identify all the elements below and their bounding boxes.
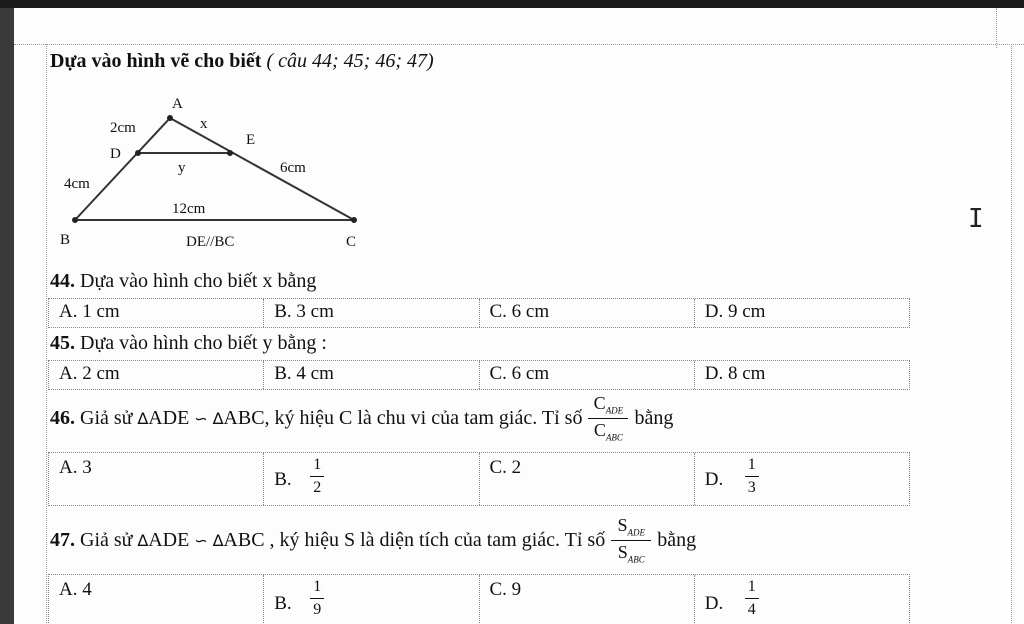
label-ad: 2cm	[110, 120, 136, 136]
q47-option-c[interactable]	[480, 575, 695, 624]
q45-option-d-text: D. 8 cm	[704, 363, 766, 384]
q47-option-b-num: 1	[313, 578, 322, 595]
triangle-symbol-icon: ∆	[137, 530, 149, 550]
heading-italic: ( câu 44; 45; 46; 47)	[266, 50, 434, 72]
q44-text: Dựa vào hình cho biết x bằng	[80, 270, 317, 292]
label-a: A	[172, 96, 183, 112]
q46-option-d-den: 3	[747, 479, 756, 496]
q46-option-b-den: 2	[313, 479, 322, 496]
q45-option-c[interactable]	[480, 361, 695, 389]
q47-option-d[interactable]	[695, 575, 909, 624]
q46-text-after: , ký hiệu C là chu vi của tam giác. Tỉ số	[264, 406, 583, 429]
q46-tri2: ABC	[223, 406, 265, 429]
point-b	[72, 217, 78, 223]
q44-option-b-text: B. 3 cm	[274, 301, 334, 322]
document-page[interactable]	[14, 8, 1024, 624]
label-bc: 12cm	[172, 201, 206, 217]
q47-option-d-num: 1	[747, 578, 756, 595]
q44-option-d[interactable]	[695, 299, 909, 327]
q47-option-a[interactable]	[49, 575, 264, 624]
q46-option-d-fraction	[745, 457, 759, 496]
heading	[50, 50, 434, 73]
q45-option-b-text: B. 4 cm	[274, 363, 334, 384]
q44-number: 44.	[50, 270, 75, 292]
q45-number: 45.	[50, 332, 75, 354]
q46-option-b-num: 1	[313, 456, 322, 473]
q47-ratio-den-sub: ABC	[627, 554, 645, 565]
q47-end: bằng	[657, 528, 697, 551]
right-margin-guide	[996, 8, 997, 48]
q46-option-c-text: C. 2	[489, 457, 522, 478]
q47-tri1: ADE	[148, 528, 190, 551]
q47-ratio-den: S	[617, 541, 628, 562]
point-e	[227, 150, 233, 156]
q44-option-a[interactable]	[49, 299, 264, 327]
q47-option-d-fraction	[745, 579, 759, 618]
triangle-figure	[54, 86, 394, 256]
q46-option-c[interactable]	[480, 453, 695, 505]
q45-option-b[interactable]	[264, 361, 479, 389]
q44-options	[48, 298, 910, 328]
q46-option-a[interactable]	[49, 453, 264, 505]
q47-ratio	[611, 516, 651, 564]
label-note: DE//BC	[186, 234, 235, 250]
label-ec: 6cm	[280, 160, 306, 176]
q47-option-b-text: B.	[274, 593, 292, 614]
q45-options	[48, 360, 910, 390]
q46-ratio-num: C	[593, 393, 606, 413]
q47-option-b[interactable]	[264, 575, 479, 624]
question-45	[50, 332, 327, 355]
q45-text: Dựa vào hình cho biết y bằng :	[80, 332, 327, 354]
q45-option-d[interactable]	[695, 361, 909, 389]
left-strip	[0, 8, 14, 624]
q47-option-d-den: 4	[747, 601, 756, 618]
q47-option-b-fraction	[310, 579, 324, 618]
q45-option-a[interactable]	[49, 361, 264, 389]
point-d	[135, 150, 141, 156]
q46-number: 46.	[50, 406, 75, 429]
q47-option-d-text: D.	[704, 593, 724, 614]
q46-similar-symbol: ∽	[194, 408, 208, 428]
q44-option-c-text: C. 6 cm	[489, 301, 550, 322]
q46-option-d-text: D.	[704, 469, 724, 490]
q46-option-d[interactable]	[695, 453, 909, 505]
q47-ratio-num: S	[617, 515, 628, 535]
q44-option-b[interactable]	[264, 299, 479, 327]
q46-ratio	[588, 394, 628, 442]
label-d: D	[110, 146, 121, 162]
triangle-symbol-icon: ∆	[212, 408, 224, 428]
question-46	[50, 394, 673, 442]
heading-bold: Dựa vào hình vẽ cho biết	[50, 50, 262, 72]
point-c	[351, 217, 357, 223]
q47-text-before: Giả sử	[80, 528, 133, 551]
q46-ratio-den: C	[593, 419, 606, 440]
label-e: E	[246, 132, 256, 148]
q46-tri1: ADE	[148, 406, 190, 429]
q47-option-c-text: C. 9	[489, 579, 522, 600]
question-47	[50, 516, 696, 564]
q46-option-a-text: A. 3	[59, 457, 92, 478]
q47-ratio-num-sub: ADE	[627, 527, 645, 538]
q47-option-a-text: A. 4	[59, 579, 92, 600]
q46-text-before: Giả sử	[80, 406, 133, 429]
top-bar	[0, 0, 1024, 8]
label-c: C	[346, 234, 357, 250]
q47-options	[48, 574, 910, 624]
q46-ratio-num-sub: ADE	[605, 405, 624, 416]
question-44	[50, 270, 316, 293]
text-cursor-icon: I	[968, 204, 984, 234]
q47-number: 47.	[50, 528, 75, 551]
q46-options	[48, 452, 910, 506]
point-a	[167, 115, 173, 121]
label-db: 4cm	[64, 176, 90, 192]
q44-option-d-text: D. 9 cm	[704, 301, 766, 322]
q47-similar-symbol: ∽	[194, 530, 208, 550]
q46-option-b[interactable]	[264, 453, 479, 505]
q47-text-after: , ký hiệu S là diện tích của tam giác. Tỉ số	[269, 528, 606, 551]
q44-option-c[interactable]	[480, 299, 695, 327]
q44-option-a-text: A. 1 cm	[59, 301, 120, 322]
triangle-symbol-icon: ∆	[137, 408, 149, 428]
q46-end: bằng	[634, 406, 674, 429]
q47-tri2: ABC	[223, 528, 265, 551]
label-de: y	[178, 160, 186, 176]
q45-option-c-text: C. 6 cm	[489, 363, 550, 384]
label-ae: x	[200, 116, 208, 132]
q47-option-b-den: 9	[313, 601, 322, 618]
q45-option-a-text: A. 2 cm	[59, 363, 120, 384]
triangle-symbol-icon: ∆	[212, 530, 224, 550]
q46-option-b-text: B.	[274, 469, 292, 490]
q46-option-b-fraction	[310, 457, 324, 496]
label-b: B	[60, 232, 71, 248]
q46-option-d-num: 1	[747, 456, 756, 473]
q46-ratio-den-sub: ABC	[605, 432, 623, 443]
